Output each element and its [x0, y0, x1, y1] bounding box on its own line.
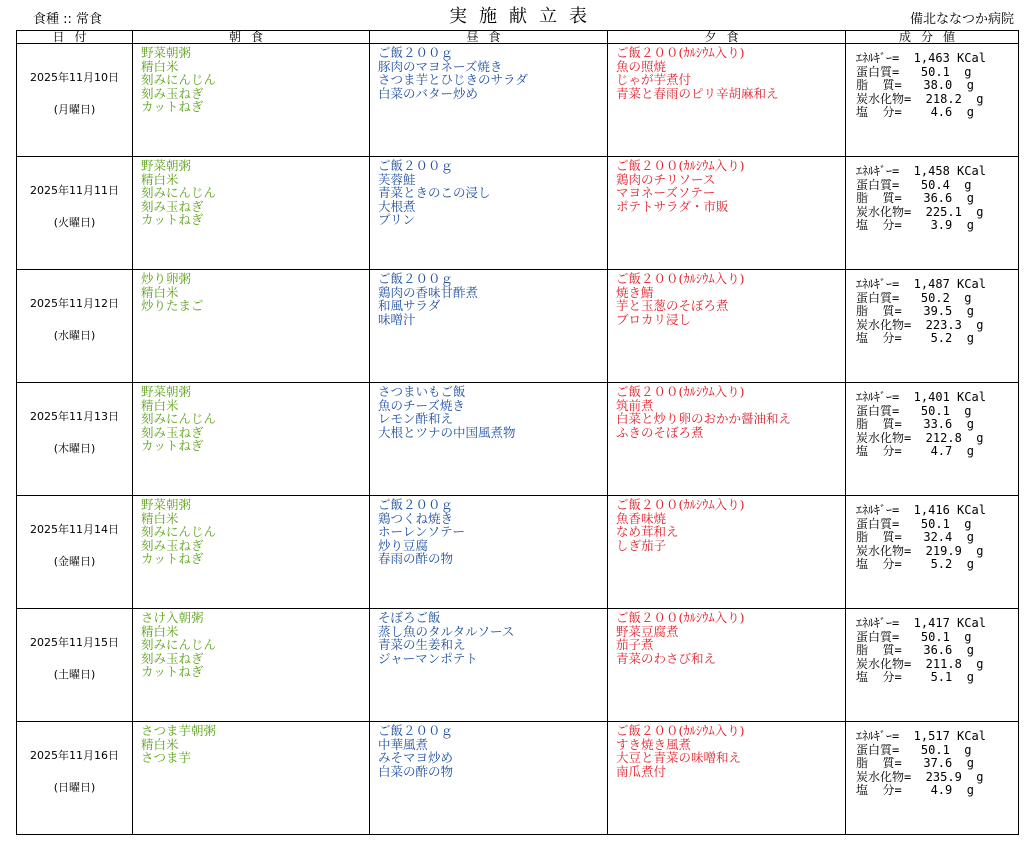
nutrition-list	[846, 44, 1018, 120]
nutrition-cell	[846, 496, 1019, 609]
breakfast-cell	[133, 609, 370, 722]
nutrition-value: 蛋白質= 50.1 g	[856, 629, 972, 644]
nutrition-value: 炭水化物= 211.8 g	[856, 656, 984, 671]
breakfast-item: 野菜朝粥	[141, 45, 192, 60]
dinner-item: ご飯２００(ｶﾙｼｳﾑ入り)	[616, 384, 745, 399]
dinner-cell	[608, 383, 846, 496]
lunch-cell	[370, 383, 608, 496]
dinner-list	[608, 157, 845, 213]
nutrition-value: ｴﾈﾙｷﾞｰ= 1,417 KCal	[856, 616, 986, 630]
breakfast-item: 刻みにんじん	[141, 72, 217, 87]
date-cell	[17, 270, 133, 383]
nutrition-value: 脂 質= 36.6 g	[856, 643, 974, 657]
breakfast-item: さけ入朝粥	[141, 610, 204, 625]
dinner-list	[608, 270, 845, 326]
lunch-list	[370, 157, 607, 227]
date-text: 2025年11月16日	[30, 749, 119, 762]
lunch-list	[370, 609, 607, 665]
dinner-item: ご飯２００(ｶﾙｼｳﾑ入り)	[616, 610, 745, 625]
table-row	[17, 383, 1019, 496]
dinner-item: 青菜と春雨のピリ辛胡麻和え	[616, 85, 779, 100]
lunch-item: 芙蓉鮭	[378, 171, 416, 187]
lunch-item: 中華風煮	[378, 736, 429, 752]
breakfast-item: 精白米	[141, 171, 179, 187]
nutrition-value: 蛋白質= 50.2 g	[856, 290, 972, 305]
column-header-date: 日付	[17, 31, 133, 44]
nutrition-cell	[846, 44, 1019, 157]
lunch-item: 青菜ときのこの浸し	[378, 185, 491, 200]
breakfast-item: カットねぎ	[141, 212, 204, 227]
breakfast-item: 精白米	[141, 58, 179, 74]
nutrition-cell	[846, 383, 1019, 496]
lunch-item: 魚のチーズ焼き	[378, 397, 465, 413]
nutrition-value: 炭水化物= 225.1 g	[856, 204, 984, 219]
lunch-item: 味噌汁	[378, 311, 416, 326]
lunch-item: 鶏肉の香味甘酢煮	[378, 284, 479, 300]
breakfast-list	[133, 44, 369, 114]
dinner-cell	[608, 270, 846, 383]
breakfast-item: 野菜朝粥	[141, 497, 192, 512]
breakfast-item: 炒り卵粥	[141, 271, 192, 286]
lunch-item: 青菜の生姜和え	[378, 637, 466, 652]
dinner-list	[608, 383, 845, 439]
dinner-item: なめ茸和え	[616, 524, 679, 539]
dinner-item: 焼き鯖	[616, 284, 654, 300]
nutrition-value: 脂 質= 39.5 g	[856, 304, 974, 318]
dinner-list	[608, 496, 845, 552]
date-cell	[17, 609, 133, 722]
breakfast-item: 精白米	[141, 397, 179, 413]
dinner-cell	[608, 722, 846, 835]
breakfast-list	[133, 496, 369, 566]
nutrition-value: 炭水化物= 212.8 g	[856, 430, 984, 445]
column-header-nutrition: 成分値	[846, 31, 1019, 44]
lunch-item: 和風サラダ	[378, 298, 441, 313]
lunch-item: レモン酢和え	[378, 411, 454, 426]
lunch-item: ご飯２００ｇ	[378, 45, 454, 60]
breakfast-item: 刻みにんじん	[141, 411, 217, 426]
nutrition-value: ｴﾈﾙｷﾞｰ= 1,458 KCal	[856, 164, 986, 178]
hospital-name: 備北ななつか病院	[909, 12, 1014, 27]
nutrition-value: 塩 分= 5.1 g	[856, 670, 974, 684]
lunch-cell	[370, 496, 608, 609]
nutrition-list	[846, 157, 1018, 233]
breakfast-list	[133, 609, 369, 679]
nutrition-list	[846, 496, 1018, 572]
date-text: 2025年11月14日	[30, 523, 119, 536]
dinner-item: 魚の照焼	[616, 58, 667, 74]
breakfast-item: 刻みにんじん	[141, 185, 217, 200]
breakfast-cell	[133, 383, 370, 496]
nutrition-cell	[846, 722, 1019, 835]
lunch-item: 大根煮	[378, 198, 416, 214]
page-title: 実施献立表	[449, 6, 599, 27]
nutrition-value: 脂 質= 37.6 g	[856, 756, 974, 770]
dinner-cell	[608, 609, 846, 722]
nutrition-value: 脂 質= 32.4 g	[856, 530, 974, 544]
lunch-list	[370, 496, 607, 566]
nutrition-value: 塩 分= 3.9 g	[856, 218, 974, 232]
lunch-item: ご飯２００ｇ	[378, 271, 454, 286]
breakfast-item: さつま芋	[141, 750, 192, 765]
breakfast-item: 精白米	[141, 623, 179, 639]
breakfast-item: 刻み玉ねぎ	[141, 85, 204, 101]
lunch-list	[370, 44, 607, 100]
lunch-item: 大根とツナの中国風煮物	[378, 424, 516, 439]
breakfast-list	[133, 157, 369, 227]
nutrition-value: 塩 分= 5.2 g	[856, 331, 974, 345]
breakfast-cell	[133, 722, 370, 835]
lunch-item: さつま芋とひじきのサラダ	[378, 72, 528, 87]
breakfast-item: 刻み玉ねぎ	[141, 198, 204, 214]
breakfast-item: カットねぎ	[141, 99, 204, 114]
breakfast-item: 炒りたまご	[141, 298, 204, 313]
lunch-item: 蒸し魚のタルタルソース	[378, 623, 515, 639]
nutrition-value: ｴﾈﾙｷﾞｰ= 1,487 KCal	[856, 277, 986, 291]
dinner-item: ご飯２００(ｶﾙｼｳﾑ入り)	[616, 497, 745, 512]
dinner-item: 青菜のわさび和え	[616, 650, 717, 665]
nutrition-value: 塩 分= 4.7 g	[856, 444, 974, 458]
nutrition-value: 蛋白質= 50.1 g	[856, 403, 972, 418]
table-row	[17, 496, 1019, 609]
dinner-item: 鶏肉のチリソース	[616, 171, 716, 187]
weekday-text: (金曜日)	[53, 555, 96, 568]
lunch-item: ジャーマンポテト	[378, 650, 478, 665]
dinner-item: すき焼き風煮	[616, 736, 692, 752]
nutrition-value: 炭水化物= 223.3 g	[856, 317, 984, 332]
nutrition-value: 蛋白質= 50.1 g	[856, 742, 972, 757]
nutrition-value: 蛋白質= 50.1 g	[856, 64, 972, 79]
lunch-item: 春雨の酢の物	[378, 551, 454, 566]
date-cell	[17, 496, 133, 609]
column-header-lunch: 昼食	[370, 31, 608, 44]
breakfast-cell	[133, 270, 370, 383]
nutrition-value: 塩 分= 4.6 g	[856, 105, 974, 119]
dinner-cell	[608, 44, 846, 157]
weekday-text: (月曜日)	[53, 103, 96, 116]
breakfast-item: 刻みにんじん	[141, 524, 217, 539]
menu-table	[16, 30, 1019, 835]
breakfast-item: 刻み玉ねぎ	[141, 537, 204, 553]
breakfast-item: 野菜朝粥	[141, 158, 192, 173]
date-text: 2025年11月12日	[30, 297, 119, 310]
nutrition-value: 塩 分= 5.2 g	[856, 557, 974, 571]
lunch-item: 鶏つくね焼き	[378, 510, 454, 526]
breakfast-item: 野菜朝粥	[141, 384, 192, 399]
lunch-item: プリン	[378, 212, 416, 227]
table-row	[17, 609, 1019, 722]
date-cell	[17, 722, 133, 835]
menu-body	[17, 44, 1019, 835]
nutrition-value: 脂 質= 33.6 g	[856, 417, 974, 431]
lunch-item: ご飯２００ｇ	[378, 497, 454, 512]
breakfast-item: 精白米	[141, 736, 179, 752]
nutrition-list	[846, 270, 1018, 346]
lunch-cell	[370, 157, 608, 270]
nutrition-cell	[846, 270, 1019, 383]
nutrition-value: ｴﾈﾙｷﾞｰ= 1,463 KCal	[856, 51, 986, 65]
nutrition-value: ｴﾈﾙｷﾞｰ= 1,517 KCal	[856, 729, 986, 743]
breakfast-item: 刻みにんじん	[141, 637, 217, 652]
column-header-breakfast: 朝食	[133, 31, 370, 44]
dinner-item: 魚香味焼	[616, 510, 667, 526]
breakfast-item: 精白米	[141, 284, 179, 300]
table-row	[17, 270, 1019, 383]
lunch-item: みそマヨ炒め	[378, 750, 454, 765]
lunch-list	[370, 270, 607, 326]
nutrition-value: 炭水化物= 219.9 g	[856, 543, 984, 558]
dinner-item: ご飯２００(ｶﾙｼｳﾑ入り)	[616, 723, 745, 738]
lunch-list	[370, 722, 607, 778]
table-row	[17, 44, 1019, 157]
breakfast-cell	[133, 157, 370, 270]
lunch-item: そぼろご飯	[378, 610, 441, 625]
breakfast-item: カットねぎ	[141, 551, 204, 566]
breakfast-list	[133, 722, 369, 765]
lunch-item: 炒り豆腐	[378, 537, 429, 553]
nutrition-value: 蛋白質= 50.1 g	[856, 516, 972, 531]
date-text: 2025年11月13日	[30, 410, 119, 423]
breakfast-cell	[133, 44, 370, 157]
table-row	[17, 157, 1019, 270]
breakfast-item: 刻み玉ねぎ	[141, 650, 204, 666]
nutrition-cell	[846, 157, 1019, 270]
nutrition-value: 炭水化物= 218.2 g	[856, 91, 984, 106]
dinner-list	[608, 44, 845, 100]
lunch-item: 白菜のバター炒め	[378, 85, 479, 100]
breakfast-cell	[133, 496, 370, 609]
nutrition-value: 脂 質= 38.0 g	[856, 78, 974, 92]
weekday-text: (土曜日)	[53, 668, 96, 681]
dinner-list	[608, 609, 845, 665]
lunch-item: ご飯２００ｇ	[378, 158, 454, 173]
dinner-item: 野菜豆腐煮	[616, 623, 679, 639]
dinner-cell	[608, 157, 846, 270]
nutrition-value: 炭水化物= 235.9 g	[856, 769, 984, 784]
dinner-item: ご飯２００(ｶﾙｼｳﾑ入り)	[616, 158, 745, 173]
breakfast-item: さつま芋朝粥	[141, 723, 217, 738]
nutrition-list	[846, 609, 1018, 685]
date-text: 2025年11月11日	[30, 184, 119, 197]
date-cell	[17, 44, 133, 157]
dinner-item: ブロカリ浸し	[616, 311, 692, 326]
nutrition-value: ｴﾈﾙｷﾞｰ= 1,416 KCal	[856, 503, 986, 517]
weekday-text: (水曜日)	[53, 329, 96, 342]
breakfast-item: カットねぎ	[141, 438, 204, 453]
nutrition-value: 蛋白質= 50.4 g	[856, 177, 972, 192]
dinner-item: 茄子煮	[616, 637, 654, 652]
dinner-item: ご飯２００(ｶﾙｼｳﾑ入り)	[616, 45, 745, 60]
date-cell	[17, 157, 133, 270]
date-text: 2025年11月15日	[30, 636, 119, 649]
column-header-dinner: 夕食	[608, 31, 846, 44]
dinner-list	[608, 722, 845, 778]
lunch-item: 白菜の酢の物	[378, 763, 454, 778]
meal-type-label: 食種 :: 常食	[33, 12, 103, 27]
breakfast-item: 刻み玉ねぎ	[141, 424, 204, 440]
breakfast-list	[133, 270, 369, 313]
lunch-cell	[370, 44, 608, 157]
breakfast-list	[133, 383, 369, 453]
date-cell	[17, 383, 133, 496]
lunch-item: さつまいもご飯	[378, 384, 466, 399]
dinner-item: ふきのそぼろ煮	[616, 424, 704, 439]
date-text: 2025年11月10日	[30, 71, 119, 84]
dinner-item: 南瓜煮付	[616, 763, 667, 778]
nutrition-value: 脂 質= 36.6 g	[856, 191, 974, 205]
table-row	[17, 722, 1019, 835]
weekday-text: (日曜日)	[53, 781, 96, 794]
nutrition-cell	[846, 609, 1019, 722]
dinner-item: 芋と玉葱のそぼろ煮	[616, 298, 729, 313]
nutrition-list	[846, 383, 1018, 459]
dinner-item: 大豆と青菜の味噌和え	[616, 750, 742, 765]
dinner-item: 筑前煮	[616, 397, 654, 413]
dinner-item: じゃが芋煮付	[616, 72, 692, 87]
lunch-item: ご飯２００ｇ	[378, 723, 454, 738]
lunch-list	[370, 383, 607, 439]
weekday-text: (木曜日)	[53, 442, 96, 455]
dinner-item: 白菜と炒り卵のおかか醤油和え	[616, 411, 792, 426]
lunch-cell	[370, 609, 608, 722]
lunch-cell	[370, 270, 608, 383]
dinner-cell	[608, 496, 846, 609]
lunch-item: ホーレンソテー	[378, 524, 465, 539]
dinner-item: ポテトサラダ・市販	[616, 198, 729, 213]
nutrition-value: ｴﾈﾙｷﾞｰ= 1,401 KCal	[856, 390, 986, 404]
lunch-item: 豚肉のマヨネーズ焼き	[378, 58, 503, 74]
table-header-row	[17, 31, 1019, 44]
nutrition-list	[846, 722, 1018, 798]
breakfast-item: 精白米	[141, 510, 179, 526]
lunch-cell	[370, 722, 608, 835]
dinner-item: マヨネーズソテー	[616, 185, 716, 200]
breakfast-item: カットねぎ	[141, 664, 204, 679]
weekday-text: (火曜日)	[53, 216, 96, 229]
nutrition-value: 塩 分= 4.9 g	[856, 783, 974, 797]
dinner-item: ご飯２００(ｶﾙｼｳﾑ入り)	[616, 271, 745, 286]
dinner-item: しぎ茄子	[616, 537, 667, 552]
